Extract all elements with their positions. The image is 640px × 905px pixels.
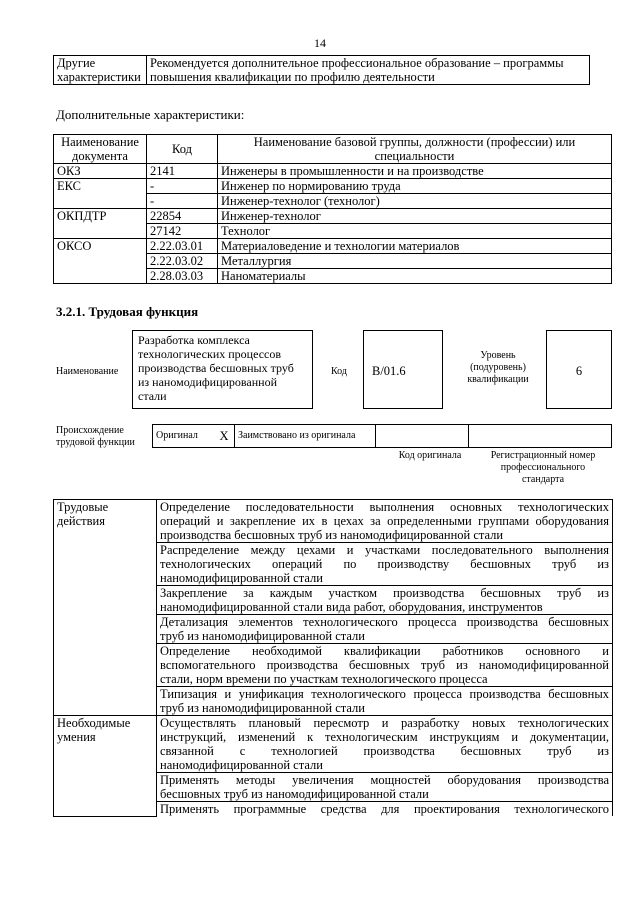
action-item: Определение необходимой квалификации работников основного и вспомогательного производства бесшовных труб из наномодифицированной стали, норм времени по участкам технологического процесса — [157, 644, 613, 687]
table-row — [54, 716, 613, 773]
code-label: Код — [331, 366, 347, 377]
page-number: 14 — [314, 36, 326, 50]
origin-mark: X — [214, 425, 235, 448]
other-characteristics-table — [53, 55, 590, 85]
header-name: Наименование базовой группы, должности (профессии) или специальности — [218, 135, 612, 164]
origin-label: Происхождение трудовой функции — [56, 425, 135, 448]
table-row: ОКПДТР 22854 Инженер-технолог — [54, 209, 612, 224]
other-characteristics-label: Другие характеристики — [54, 56, 147, 85]
section-title: 3.2.1. Трудовая функция — [56, 304, 199, 319]
actions-label: Трудовые действия — [54, 500, 157, 716]
table-row: ОКСО 2.22.03.01 Материаловедение и технологии материалов — [54, 239, 612, 254]
labor-functions-table — [53, 499, 613, 817]
name-label: Наименование — [56, 366, 119, 377]
action-item: Распределение между цехами и участками последовательного выполнения технологических операций по производству бесшовных труб из наномодифицированной стали — [157, 543, 613, 586]
table-row: - Инженер-технолог (технолог) — [54, 194, 612, 209]
skill-item: Применять программные средства для проектирования технологического — [157, 802, 613, 817]
skill-item: Осуществлять плановый пересмотр и разработку новых технологических инструкций, изменений к технологическим инструкциям и документации, связанной с технологией производства бесшовных труб из наномодифицированной стали — [157, 716, 613, 773]
other-characteristics-text: Рекомендуется дополнительное профессиональное образование – программы повышения квалификации по профилю деятельности — [147, 56, 590, 85]
table-row: 2.28.03.03 Наноматериалы — [54, 269, 612, 284]
origin-borrowed: Заимствовано из оригинала — [235, 425, 376, 448]
table-row: ЕКС - Инженер по нормированию труда — [54, 179, 612, 194]
additional-heading: Дополнительные характеристики: — [56, 107, 245, 122]
classification-table — [53, 134, 612, 284]
level-box: 6 — [546, 330, 612, 409]
origin-original: Оригинал — [153, 425, 215, 448]
origin-reg-cell — [469, 425, 612, 448]
table-header-row — [54, 135, 612, 164]
action-item: Закрепление за каждым участком производства бесшовных труб из наномодифицированной стали вида работ, оборудования, инструментов — [157, 586, 613, 615]
action-item: Типизация и унификация технологического процесса производства бесшовных труб из наномодифицированной стали — [157, 687, 613, 716]
table-row: 2.22.03.02 Металлургия — [54, 254, 612, 269]
table-row: ОКЗ 2141 Инженеры в промышленности и на производстве — [54, 164, 612, 179]
code-box: B/01.6 — [363, 330, 443, 409]
origin-table — [152, 424, 612, 448]
level-label: Уровень (подуровень) квалификации — [467, 350, 529, 385]
reg-number-label: Регистрационный номер профессионального стандарта — [490, 450, 596, 485]
table-row — [54, 500, 613, 543]
skills-label: Необходимые умения — [54, 716, 157, 817]
action-item: Детализация элементов технологического процесса производства бесшовных труб из наномодифицированной стали — [157, 615, 613, 644]
skill-item: Применять методы увеличения мощностей оборудования производства бесшовных труб из наномодифицированной стали — [157, 773, 613, 802]
code-original-label: Код оригинала — [398, 450, 462, 461]
action-item: Определение последовательности выполнения основных технологических операций и закрепление их в цехах за определенными группами оборудования производства бесшовных труб из наномодифицированной стали — [157, 500, 613, 543]
header-doc: Наименование документа — [54, 135, 147, 164]
table-row: 27142 Технолог — [54, 224, 612, 239]
origin-code-cell — [376, 425, 469, 448]
function-name-box: Разработка комплекса технологических процессов производства бесшовных труб из наномодифицированной стали — [132, 330, 313, 409]
header-code: Код — [147, 135, 218, 164]
